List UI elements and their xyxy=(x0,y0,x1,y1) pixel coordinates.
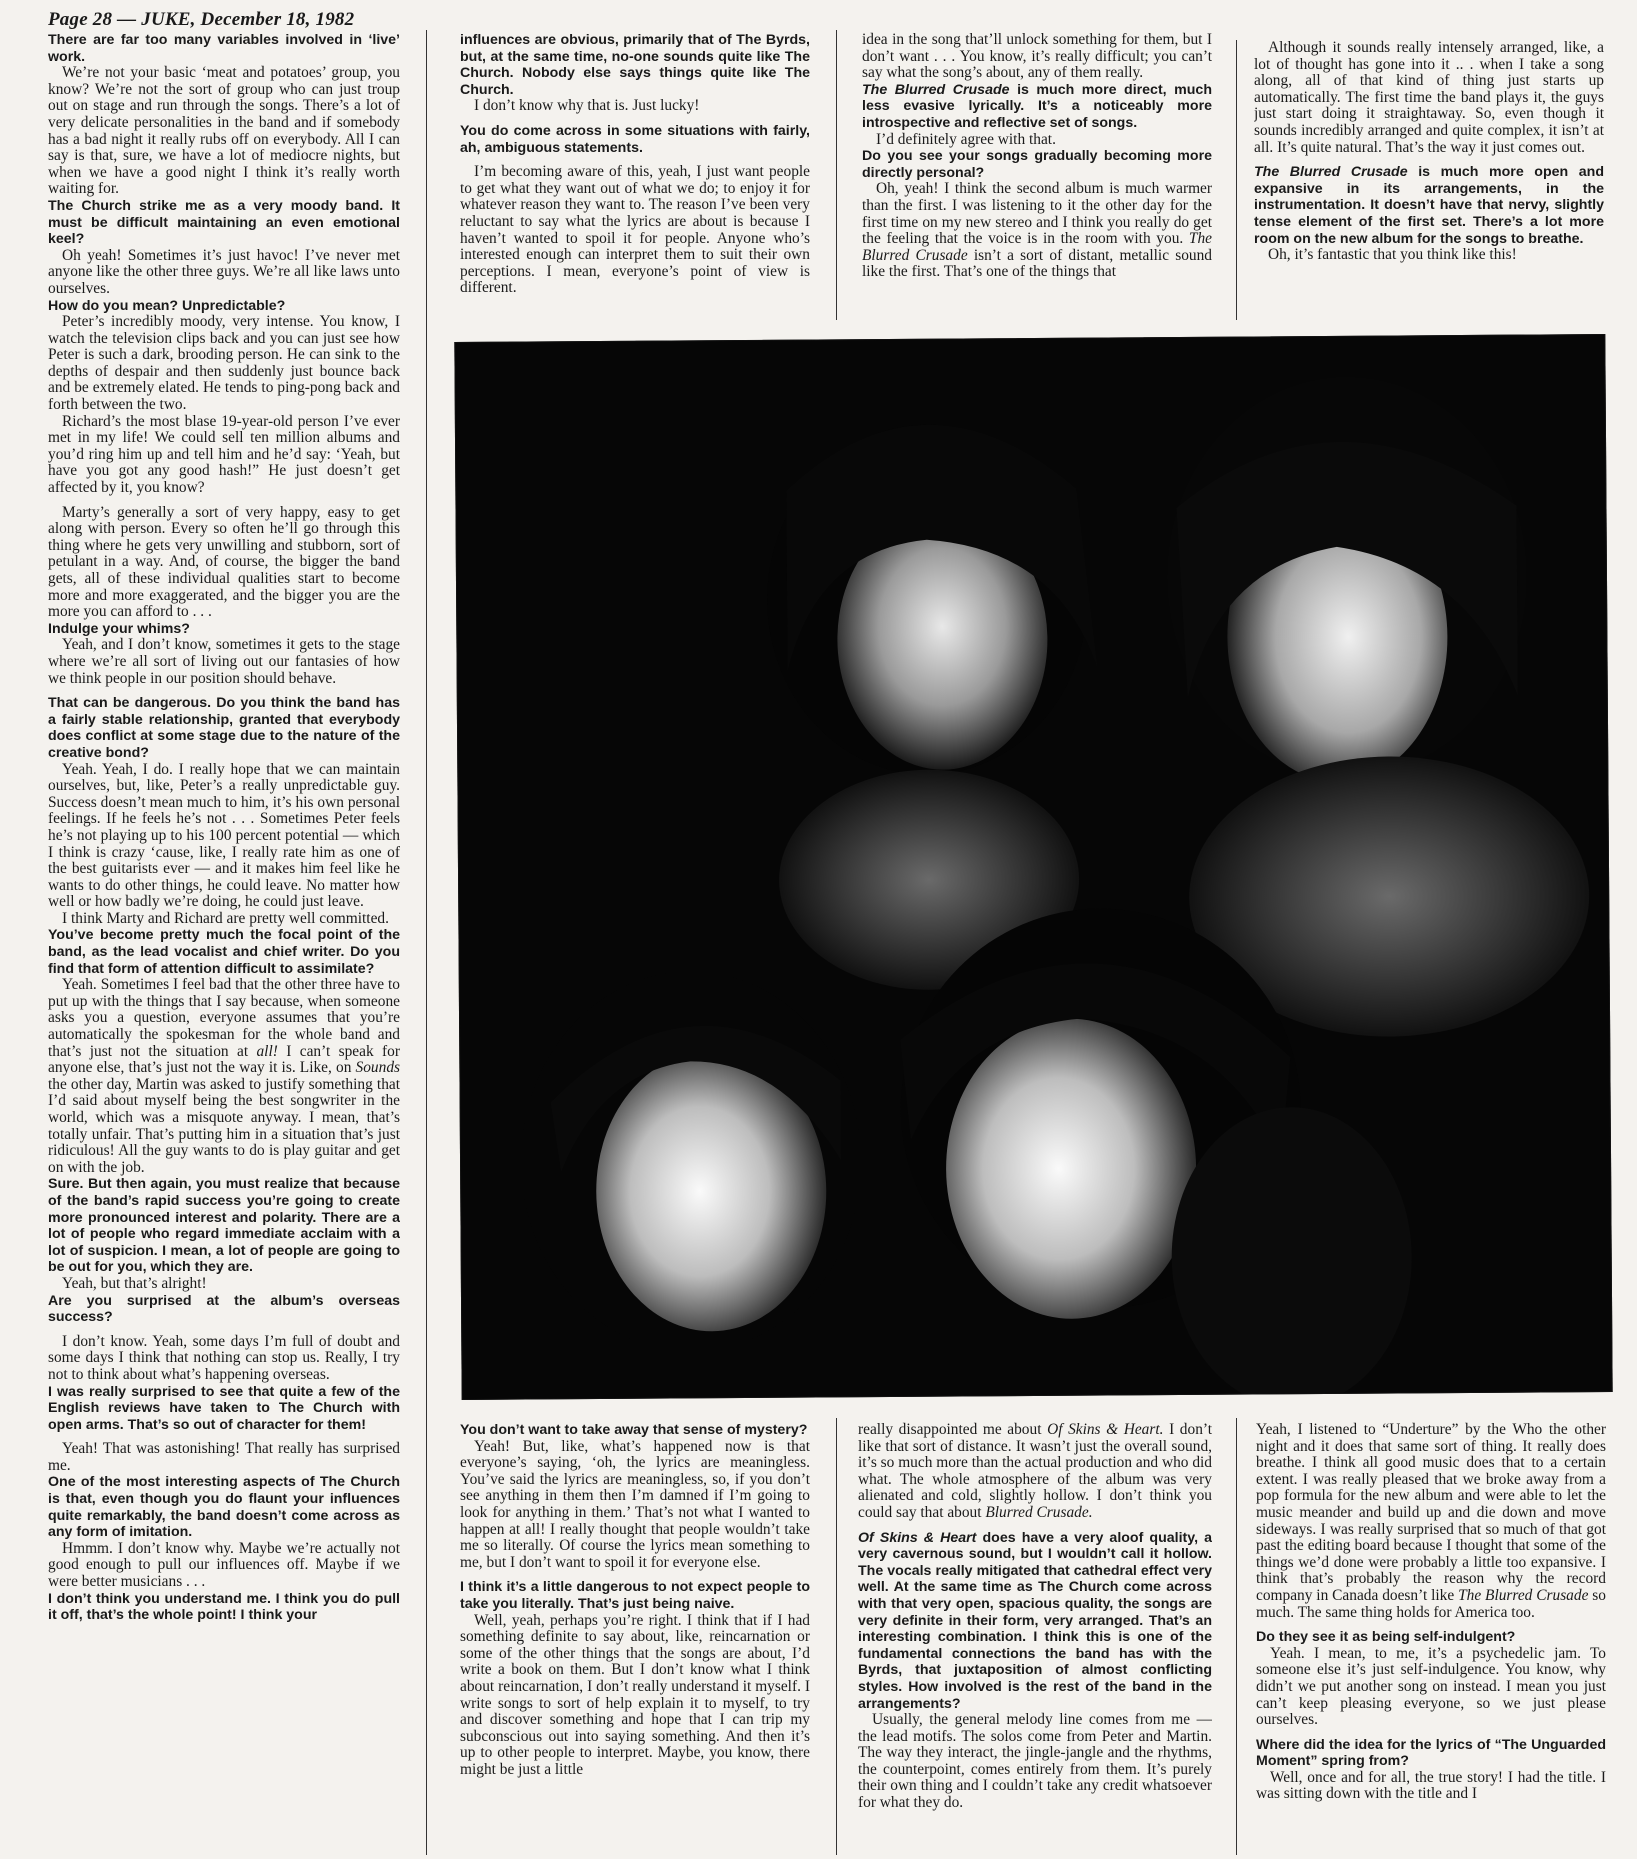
page-folio: Page 28 — JUKE, December 18, 1982 xyxy=(48,9,355,30)
interview-answer: I think Marty and Richard are pretty well committed. xyxy=(62,909,389,927)
column-2-top xyxy=(460,32,810,320)
interview-answer: Oh, it’s fantastic that you think like this! xyxy=(1268,246,1517,264)
interview-answer: I don’t know. Yeah, some days I’m full of doubt and some days I think that nothing can stop us. Really, I try not to think about what’s happening overseas. xyxy=(48,1332,400,1383)
interview-answer: I’d definitely agree with that. xyxy=(876,130,1056,148)
column-1 xyxy=(48,32,400,1854)
interview-answer: Yeah. I mean, to me, it’s a psychedelic jam. To someone else it’s just self-indulgence. You know, why didn’t we put another song on instead. I mean you just can’t keep pleasing everyone, so we just please ourselves. xyxy=(1256,1644,1606,1729)
interview-question: That can be dangerous. Do you think the band has a fairly stable relationship, granted that everybody does conflict at some stage due to the nature of the creative bond? xyxy=(48,695,400,761)
interview-answer: I don’t know why that is. Just lucky! xyxy=(474,97,700,115)
interview-question: Are you surprised at the album’s overseas success? xyxy=(48,1292,400,1326)
column-2-bottom xyxy=(460,1422,810,1854)
column-rule xyxy=(1236,1418,1237,1855)
interview-question: The Blurred Crusade is much more open and expansive in its arrangements, in the instrumentation. It doesn’t have that nervy, slightly tense element of the first set. There’s a lot more room on the new album for the songs to breathe. xyxy=(1254,164,1604,247)
column-rule xyxy=(836,1418,837,1855)
interview-answer: Oh, yeah! I think the second album is much warmer than the first. I was listening to it the other day for the first time on my new stereo and I think you really do get the feeling that the voice is in the room with you. The Blurred Crusade isn’t a sort of distant, metallic sound like the first. That’s one of the things that xyxy=(862,180,1212,281)
interview-question: The Church strike me as a very moody band. It must be difficult maintaining an even emotional keel? xyxy=(48,197,400,248)
interview-question: Do they see it as being self-indulgent? xyxy=(1256,1629,1516,1646)
interview-answer: really disappointed me about Of Skins & Heart. I don’t like that sort of distance. It wasn’t just the overall sound, it’s so much more than the actual production and who did what. The whole atmosphere of the album was very alienated and cold, slightly hollow. I don’t think you could say that about Blurred Crusade. xyxy=(858,1422,1212,1521)
column-3-bottom xyxy=(858,1422,1212,1854)
interview-answer: Well, once and for all, the true story! I had the title. I was sitting down with the title and I xyxy=(1256,1768,1606,1803)
interview-answer: We’re not your basic ‘meat and potatoes’ group, you know? We’re not the sort of group who can just troup out on stage and run through the songs. There’s a lot of very delicate personalities in the band and if somebody has a bad night it really rubs off on everybody. All I can say is that, sure, we have a lot of mediocre nights, but when we have a good night I think it’s really worth waiting for. xyxy=(48,64,400,198)
interview-answer: Usually, the general melody line comes from me — the lead motifs. The solos come from Peter and Martin. The way they interact, the jingle-jangle and the rhythms, the counterpoint, comes entirely from them. It’s purely their own thing and I couldn’t take any credit whatsoever for what they do. xyxy=(858,1711,1212,1812)
interview-question: Do you see your songs gradually becoming more directly personal? xyxy=(862,148,1212,181)
interview-question: You don’t want to take away that sense of mystery? xyxy=(460,1422,808,1438)
interview-question: Where did the idea for the lyrics of “The Unguarded Moment” spring from? xyxy=(1256,1736,1606,1770)
interview-answer: I’m becoming aware of this, yeah, I just want people to get what they want out of what we do; to enjoy it for whatever reason they want to. The reason I’ve been very reluctant to say what the lyrics are about is because I haven’t wanted to spoil it for people. Anyone who’s interested enough can interpret them to suit their own perceptions. I mean, everyone’s point of view is different. xyxy=(460,163,810,297)
interview-answer: Yeah, I listened to “Underture” by the Who the other night and it does that same sort of thing. It really does breathe. I think all good music does that to a certain extent. I was really pleased that we broke away from a pop formula for the new album and were able to let the music meander and build up and die down and move sideways. I was really surprised that so much of that got past the editing board because I thought that some of the things we’d done were probably a little too expansive. I think that’s probably the reason why the record company in Canada doesn’t like The Blurred Crusade so much. The same thing holds for America too. xyxy=(1256,1422,1606,1621)
interview-answer: Oh yeah! Sometimes it’s just havoc! I’ve never met anyone like the other three guys. We’re all like laws unto ourselves. xyxy=(48,246,400,297)
column-rule xyxy=(836,30,837,320)
interview-question: influences are obvious, primarily that of The Byrds, but, at the same time, no-one sounds quite like The Church. Nobody else says things quite like The Church. xyxy=(460,32,810,98)
interview-answer: Yeah, and I don’t know, sometimes it gets to the stage where we’re all sort of living out our fantasies of how we think people in our position should behave. xyxy=(48,636,400,687)
interview-answer: Yeah! But, like, what’s happened now is that everyone’s saying, ‘oh, the lyrics are meaningless. You’ve said the lyrics are meaningless, so, if you don’t see anything in them then I’m damned if I’m going to look for anything in them.’ That’s not what I wanted to happen at all! I really thought that people wouldn’t take me so literally. Of course the lyrics mean something to me, but I don’t want to spoil it for everyone else. xyxy=(460,1437,810,1571)
column-4-bottom xyxy=(1256,1422,1606,1854)
interview-question: One of the most interesting aspects of The Church is that, even though you do flaunt your influences quite remarkably, the band doesn’t come across as any form of imitation. xyxy=(48,1474,400,1541)
interview-answer: Peter’s incredibly moody, very intense. You know, I watch the television clips back and you can just see how Peter is such a dark, brooding person. He can sink to the depths of despair and then suddenly just bounce back and be extremely elated. He tends to ping-pong back and forth between the two. xyxy=(48,313,400,414)
column-3-top xyxy=(862,32,1212,320)
interview-answer: Hmmm. I don’t know why. Maybe we’re actually not good enough to pull our influences off. Maybe if we were better musicians . . . xyxy=(48,1539,400,1591)
interview-question: Sure. But then again, you must realize that because of the band’s rapid success you’re going to create more pronounced interest and polarity. There are a lot of people who regard immediate acclaim with a lot of suspicion. I mean, a lot of people are going to be out for you, which they are. xyxy=(48,1176,400,1276)
interview-question: I think it’s a little dangerous to not expect people to take you literally. That’s just being naive. xyxy=(460,1579,810,1612)
column-rule xyxy=(426,30,427,1855)
interview-answer: Richard’s the most blase 19-year-old person I’ve ever met in my life! We could sell ten million albums and you’d ring him up and tell him and he’d say: ‘Yeah, but have you got any good hash!” He just doesn’t get affected by it, you know? xyxy=(48,412,400,497)
band-photo xyxy=(454,334,1612,1400)
interview-question: Of Skins & Heart does have a very aloof quality, a very cavernous sound, but I wouldn’t call it hollow. The vocals really mitigated that cathedral effect very well. At the same time as The Church come across with that very open, spacious quality, the songs are very definite in their form, very arranged. That’s an interesting combination. I think this is one of the fundamental connections the band has with the Byrds, that juxtaposition of almost conflicting styles. How involved is the rest of the band in the arrangements? xyxy=(858,1529,1212,1712)
interview-question: How do you mean? Unpredictable? xyxy=(48,297,286,314)
interview-answer: idea in the song that’ll unlock something for them, but I don’t want . . . You know, it’s really difficult; you can’t say what the song’s about, any of them really. xyxy=(862,32,1212,82)
interview-answer: Yeah. Yeah, I do. I really hope that we can maintain ourselves, but, like, Peter’s a really unpredictable guy. Success doesn’t mean much to him, it’s his own personal feelings. If he feels he’s not . . . Sometimes Peter feels he’s not playing up to his 100 percent potential — which I think is crazy ‘cause, like, I really rate him as one of the best guitarists ever — and it makes him feel like he wants to do other things, he could leave. No matter how well or how badly we’re doing, he could just leave. xyxy=(48,760,400,911)
interview-question: You’ve become pretty much the focal point of the band, as the lead vocalist and chief writer. Do you find that form of attention difficult to assimilate? xyxy=(48,927,400,977)
interview-answer: Yeah. Sometimes I feel bad that the other three have to put up with the things that I say because, when someone asks you a question, everyone assumes that you’re automatically the spokesman for the whole band and that’s just not the situation at all! I can’t speak for anyone else, that’s just not the way it is. Like, on Sounds the other day, Martin was asked to justify something that I’d said about myself being the best songwriter in the world, which was a misquote anyway. I mean, that’s totally unfair. That’s putting him in a situation that’s just ridiculous! All the guy wants to do is play guitar and get on with the job. xyxy=(48,976,400,1176)
interview-answer: Marty’s generally a sort of very happy, easy to get along with person. Every so often he’ll go through this thing where he gets very unwilling and stubborn, sort of petulant in a way. And, of course, the bigger the band gets, all of these individual qualities start to become more and more exaggerated, and the bigger you are the more you can afford to . . . xyxy=(48,503,400,621)
interview-question: You do come across in some situations with fairly, ah, ambiguous statements. xyxy=(460,122,810,156)
column-4-top xyxy=(1254,40,1604,320)
interview-question: There are far too many variables involved in ‘live’ work. xyxy=(48,32,400,65)
column-rule xyxy=(1236,40,1237,320)
interview-answer: Yeah! That was astonishing! That really has surprised me. xyxy=(48,1440,400,1474)
interview-answer: Although it sounds really intensely arranged, like, a lot of thought has gone into it .. . when I take a song along, all of that kind of thing just starts up automatically. The first time the band plays it, the guys just start doing it straightaway. So, even though it sounds incredibly arranged and quite complex, it isn’t at all. It’s quite natural. That’s the way it just comes out. xyxy=(1254,40,1604,156)
band-photo-image xyxy=(455,335,1611,1399)
interview-question: The Blurred Crusade is much more direct, much less evasive lyrically. It’s a noticeably more introspective and reflective set of songs. xyxy=(862,81,1212,131)
interview-question: I don’t think you understand me. I think you do pull it off, that’s the whole point! I think your xyxy=(48,1590,400,1624)
interview-question: I was really surprised to see that quite a few of the English reviews have taken to The Church with open arms. That’s so out of character for them! xyxy=(48,1383,400,1433)
interview-answer: Well, yeah, perhaps you’re right. I think that if I had something definite to say about, like, reincarnation or some of the other things that the songs are about, I’d write a book on them. But I don’t know what I think about reincarnation, I don’t really understand it myself. I write songs to sort of help explain it to myself, to try and discover something and hope that I can trip my subconscious out into saying something. And then it’s up to other people to interpret. Maybe, you know, there might be just a little xyxy=(460,1611,810,1778)
interview-question: Indulge your whims? xyxy=(48,620,190,637)
interview-answer: Yeah, but that’s alright! xyxy=(62,1274,207,1292)
